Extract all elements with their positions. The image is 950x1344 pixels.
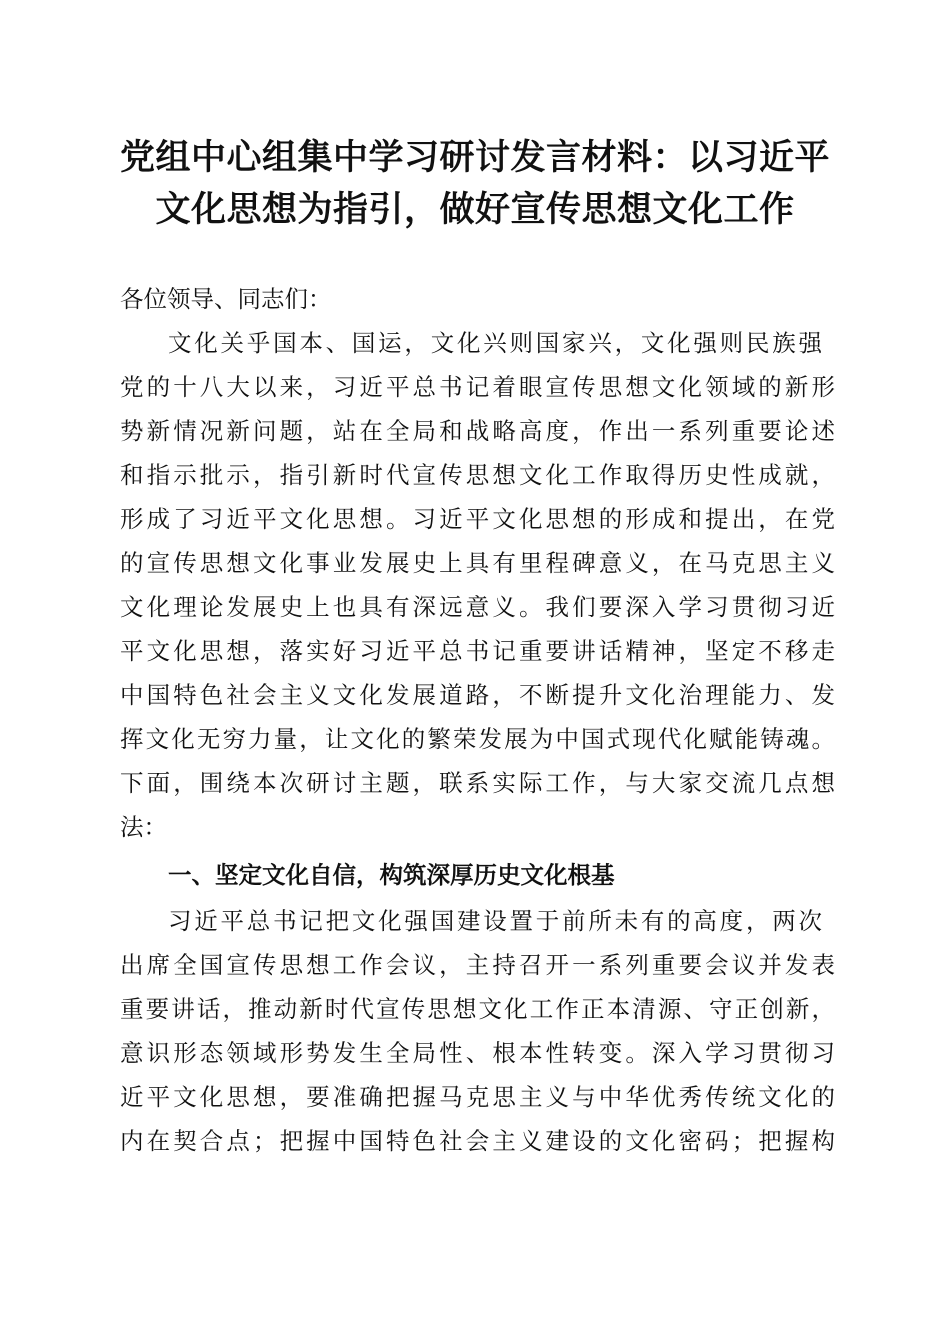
paragraph-line: 下面，围绕本次研讨主题，联系实际工作，与大家交流几点想 <box>120 769 835 797</box>
paragraph-line: 挥文化无穷力量，让文化的繁荣发展为中国式现代化赋能铸魂。 <box>120 725 835 753</box>
paragraph-line: 的宣传思想文化事业发展史上具有里程碑意义，在马克思主义 <box>120 549 835 577</box>
paragraph-line: 势新情况新问题，站在全局和战略高度，作出一系列重要论述 <box>120 417 835 445</box>
paragraph-line: 和指示批示，指引新时代宣传思想文化工作取得历史性成就， <box>120 461 835 489</box>
document-title-line-1: 党组中心组集中学习研讨发言材料：以习近平 <box>119 138 830 178</box>
paragraph-line: 意识形态领域形势发生全局性、根本性转变。深入学习贯彻习 <box>120 1039 835 1067</box>
paragraph-line: 文化理论发展史上也具有深远意义。我们要深入学习贯彻习近 <box>120 593 835 621</box>
paragraph-line: 习近平总书记把文化强国建设置于前所未有的高度，两次 <box>168 907 822 935</box>
paragraph-line: 形成了习近平文化思想。习近平文化思想的形成和提出，在党 <box>120 505 835 533</box>
paragraph-line: 出席全国宣传思想工作会议，主持召开一系列重要会议并发表 <box>120 951 835 979</box>
paragraph-line: 内在契合点；把握中国特色社会主义建设的文化密码；把握构 <box>120 1127 835 1155</box>
document-title-line-2: 文化思想为指引，做好宣传思想文化工作 <box>155 190 795 230</box>
paragraph-line: 重要讲话，推动新时代宣传思想文化工作正本清源、守正创新， <box>120 995 835 1023</box>
paragraph-line: 党的十八大以来，习近平总书记着眼宣传思想文化领域的新形 <box>120 373 835 401</box>
greeting: 各位领导、同志们： <box>120 285 332 313</box>
section-heading-1: 一、坚定文化自信，构筑深厚历史文化根基 <box>168 861 615 889</box>
paragraph-line: 法： <box>120 813 167 841</box>
paragraph-line: 中国特色社会主义文化发展道路，不断提升文化治理能力、发 <box>120 681 835 709</box>
paragraph-line: 近平文化思想，要准确把握马克思主义与中华优秀传统文化的 <box>120 1083 835 1111</box>
paragraph-line: 文化关乎国本、国运，文化兴则国家兴，文化强则民族强 <box>168 329 822 357</box>
paragraph-line: 平文化思想，落实好习近平总书记重要讲话精神，坚定不移走 <box>120 637 835 665</box>
